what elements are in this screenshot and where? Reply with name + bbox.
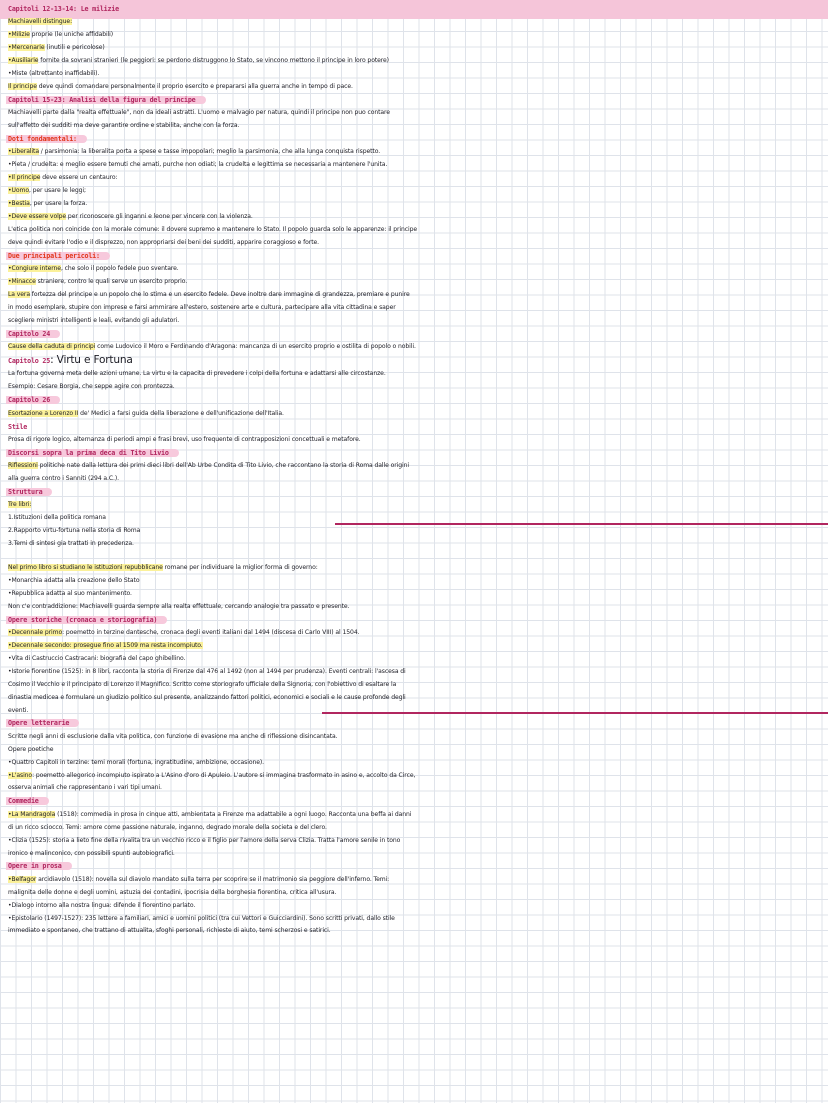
line: Prosa di rigore logico, alternanza di periodi ampi e frasi brevi, uso frequente di contrapposizioni concettuali e metafore. bbox=[8, 435, 361, 443]
text: deve essere un centauro: bbox=[40, 174, 118, 182]
highlight: •Ausiliarie bbox=[8, 57, 39, 65]
heading-subtitle: : Virtu e Fortuna bbox=[50, 353, 133, 366]
highlight: Cause della caduta di principi bbox=[8, 343, 96, 351]
line: La fortuna governa meta delle azioni umane. La virtu e la capacita di prevedere i colpi della fortuna e adattarsi alle circostanze. bbox=[8, 370, 386, 378]
heading-doti bbox=[0, 133, 828, 146]
highlight: Nel primo libro si studiano le istituzioni repubblicane bbox=[8, 564, 163, 572]
line: malignita delle donne e degli uomini, astuzia dei contadini, ipocrisia della borghesia fiorentina, critica all'usura. bbox=[8, 888, 337, 896]
heading-cap-12-14: Capitoli 12-13-14: Le milizie bbox=[8, 5, 119, 13]
line: •Clizia (1525): storia a lieto fine della rivalita tra un vecchio ricco e il figlio per l'amore della serva Clizia. Tratta l'amore senile in tono bbox=[8, 836, 401, 844]
heading-highlight: Struttura bbox=[6, 488, 52, 496]
line bbox=[0, 341, 828, 354]
line: •Miste (altrettanto inaffidabili). bbox=[8, 70, 100, 78]
line: •Pieta / crudelta: e meglio essere temuti che amati, purche non odiati; la crudelta e legittima se necessaria a mantenere l'unita. bbox=[8, 161, 388, 169]
heading-highlight: Commedie bbox=[6, 797, 49, 805]
highlight: •Bestia bbox=[8, 200, 30, 208]
line bbox=[0, 185, 828, 198]
highlight: Il principe bbox=[8, 82, 37, 90]
highlight: Esortazione a Lorenzo II bbox=[8, 409, 79, 417]
heading-stile: Stile bbox=[8, 422, 28, 431]
highlight: •Milizie bbox=[8, 31, 30, 39]
line bbox=[0, 16, 828, 29]
line bbox=[0, 460, 828, 473]
text: : poemetto in terzine dantesche, cronaca degli eventi italiani dal 1494 (discesa di Carlo VIII) al 1504. bbox=[62, 629, 360, 637]
text: , per usare le leggi; bbox=[28, 187, 86, 195]
heading-prosa bbox=[0, 860, 828, 873]
text: / parsimonia: la liberalita porta a spese e tasse impopolari; meglio la parsimonia, che alla lunga conquista rispetto. bbox=[38, 148, 381, 156]
line bbox=[0, 809, 828, 822]
line: alla guerra contro i Sanniti (294 a.C.). bbox=[8, 475, 120, 483]
line: Non c'e contraddizione: Machiavelli guarda sempre alla realta effettuale, cercando analogie tra passato e presente. bbox=[8, 602, 350, 610]
line: •Quattro Capitoli in terzine: temi morali (fortuna, ingratitudine, ambizione, occasione). bbox=[8, 758, 264, 766]
line bbox=[0, 874, 828, 887]
highlight: •Il principe bbox=[8, 174, 41, 182]
heading-struttura bbox=[0, 486, 828, 499]
heading-highlight: Capitolo 24 bbox=[6, 330, 60, 338]
text: come Ludovico il Moro e Ferdinando d'Aragona: mancanza di un esercito proprio e ostilita di popolo o nobili. bbox=[95, 343, 416, 351]
text: romane per individuare la miglior forma di governo: bbox=[162, 564, 318, 572]
text: fornite da sovrani stranieri (le peggiori: se perdono distruggono lo Stato, se vincono mettono il principe in loro potere) bbox=[38, 57, 389, 65]
line bbox=[0, 29, 828, 42]
text: straniere, contro le quali serve un esercito proprio. bbox=[35, 278, 188, 286]
line: 2.Rapporto virtu-fortuna nella storia di Roma bbox=[8, 527, 141, 535]
highlight: •Congiure interne bbox=[8, 265, 61, 273]
line bbox=[0, 276, 828, 289]
highlight: •Decennale primo bbox=[8, 629, 63, 637]
text: arcidiavolo (1518): novella sul diavolo mandato sulla terra per scoprire se il matrimonio sia peggiore dell'inferno. Temi: bbox=[36, 875, 390, 883]
heading-highlight: Opere in prosa bbox=[6, 862, 72, 870]
line bbox=[0, 81, 828, 94]
heading-discorsi bbox=[0, 447, 828, 460]
line bbox=[0, 42, 828, 55]
highlight: •Decennale secondo: prosegue fino al 1509 ma resta incompiuto. bbox=[8, 642, 203, 649]
heading-pericoli bbox=[0, 250, 828, 263]
heading-highlight: Discorsi sopra la prima deca di Tito Livio bbox=[6, 449, 179, 457]
line bbox=[0, 55, 828, 68]
text: proprie (le uniche affidabili) bbox=[29, 31, 114, 39]
line: L'etica politica non coincide con la morale comune: il dovere supremo e mantenere lo Stato. Il popolo guarda solo le apparenze: il principe bbox=[8, 225, 418, 233]
text: fortezza del principe e un popolo che lo stima e un esercito fedele. Deve inoltre dare immagine di grandezza, premiare e punire bbox=[29, 290, 410, 298]
line: Cosimo il Vecchio e il principato di Lorenzo il Magnifico. Scritto come storiografo ufficiale della Signoria, con l'obiettivo di esaltare la bbox=[8, 680, 397, 688]
line bbox=[0, 499, 828, 512]
line bbox=[0, 289, 828, 302]
highlight: •Belfagor bbox=[8, 875, 37, 883]
line bbox=[0, 640, 828, 653]
heading-highlight: Capitolo 26 bbox=[6, 396, 60, 404]
line: 1.Istituzioni della politica romana bbox=[8, 514, 106, 522]
highlight: •L'asino bbox=[8, 771, 33, 779]
highlight: •La Mandragola bbox=[8, 810, 56, 818]
highlight: •Liberalita bbox=[8, 148, 39, 156]
line: •Epistolario (1497-1527): 235 lettere a familiari, amici e uomini politici (tra cui Vettori e Guicciardini). Sono scritti privati, dallo stile bbox=[8, 914, 395, 922]
text: , che solo il popolo fedele puo sventare. bbox=[60, 265, 179, 273]
line: eventi. bbox=[8, 706, 29, 714]
text: de' Medici a farsi guida della liberazione e dell'unificazione dell'Italia. bbox=[78, 409, 284, 417]
line: Machiavelli parte dalla "realta effettuale", non da ideali astratti. L'uomo e malvagio per natura, quindi il principe non puo contare bbox=[8, 109, 390, 117]
line bbox=[0, 263, 828, 276]
heading-label: Capitolo 25 bbox=[8, 356, 51, 365]
highlight: Machiavelli distingue: bbox=[8, 18, 73, 26]
line: Scritte negli anni di esclusione dalla vita politica, con funzione di evasione ma anche di riflessione disincantata. bbox=[8, 732, 338, 740]
line: dinastia medicea e formulare un giudizio politico sul presente, analizzando fattori politici, economici e sociali e le cause profonde degli bbox=[8, 693, 406, 701]
line: ironico e malinconico, con possibili spunti autobiografici. bbox=[8, 849, 175, 857]
line: sull'affetto dei sudditi ma deve garantire ordine e stabilita, anche con la forza. bbox=[8, 122, 240, 130]
line bbox=[0, 198, 828, 211]
line: in modo esemplare, stupire con imprese e farsi ammirare all'estero, sostenere arte e cultura, partecipare alla vita cittadina e saper bbox=[8, 303, 396, 311]
text: per riconoscere gli inganni e leone per vincere con la violenza. bbox=[66, 213, 253, 220]
heading-storiche bbox=[0, 614, 828, 627]
highlight: La vera bbox=[8, 290, 30, 298]
line: •Istorie fiorentine (1525): in 8 libri, racconta la storia di Firenze dal 476 al 1492 (non al 1494 per prudenza). Eventi centrali: l'ascesa di bbox=[8, 667, 406, 675]
line bbox=[0, 408, 828, 421]
heading-highlight: Doti fondamentali: bbox=[6, 135, 87, 143]
heading-highlight: Capitoli 15-23: Analisi della figura del principe bbox=[6, 96, 206, 104]
line: •Dialogo intorno alla nostra lingua: difende il fiorentino parlato. bbox=[8, 901, 196, 909]
line bbox=[0, 770, 828, 783]
line: deve quindi evitare l'odio e il disprezzo, non appropriarsi dei beni dei sudditi, apparire coraggioso e forte. bbox=[8, 238, 319, 246]
line bbox=[0, 211, 828, 224]
text: (inutili e pericolose) bbox=[44, 44, 105, 52]
highlight: •Deve essere volpe bbox=[8, 213, 67, 220]
text: : poemetto allegorico incompiuto ispirato a L'Asino d'oro di Apuleio. L'autore si immagina trasformato in asino e, accolto da Circe, bbox=[32, 771, 416, 779]
heading-cap-26 bbox=[0, 394, 828, 407]
line: scegliere ministri intelligenti e leali, evitando gli adulatori. bbox=[8, 316, 180, 324]
spacer bbox=[0, 551, 828, 562]
line bbox=[0, 146, 828, 159]
heading-letterarie bbox=[0, 717, 828, 730]
highlight: •Mercenarie bbox=[8, 44, 45, 52]
heading-cap-25 bbox=[0, 354, 828, 368]
line bbox=[0, 562, 828, 575]
highlight: •Minacce bbox=[8, 278, 36, 286]
heading-highlight: Opere storiche (cronaca e storiografia) bbox=[6, 616, 167, 624]
line: •Monarchia adatta alla creazione dello Stato bbox=[8, 576, 140, 584]
heading-cap-24 bbox=[0, 328, 828, 341]
highlight: •Uomo bbox=[8, 187, 29, 195]
text: politiche nate dalla lettura dei primi dieci libri dell'Ab Urbe Condita di Tito Livio, che raccontano la storia di Roma dalle origini bbox=[37, 462, 409, 470]
line bbox=[0, 627, 828, 640]
line: •Vita di Castruccio Castracani: biografia del capo ghibellino. bbox=[8, 654, 186, 662]
text: , per usare la forza. bbox=[29, 200, 88, 208]
highlight: Tre libri: bbox=[8, 501, 32, 509]
line: •Repubblica adatta al suo mantenimento. bbox=[8, 589, 132, 597]
line: Opere poetiche bbox=[8, 745, 54, 753]
line: immediato e spontaneo, che trattano di attualita, sfoghi personali, richieste di aiuto, temi scherzosi e satirici. bbox=[8, 927, 331, 935]
text: (1518): commedia in prosa in cinque atti, ambientata a Firenze ma adattabile a ogni luogo. Racconta una beffa ai danni bbox=[55, 810, 412, 818]
highlight: Riflessioni bbox=[8, 462, 38, 470]
line bbox=[0, 172, 828, 185]
heading-highlight: Opere letterarie bbox=[6, 719, 79, 727]
line: di un ricco sciocco. Temi: amore come passione naturale, inganno, degrado morale della societa e del clero. bbox=[8, 823, 327, 831]
line: osserva animali che rappresentano i vari tipi umani. bbox=[8, 784, 162, 792]
heading-cap-15-23 bbox=[0, 94, 828, 107]
text: deve quindi comandare personalmente il proprio esercito e prepararsi alla guerra anche in tempo di pace. bbox=[36, 82, 353, 90]
line: Esempio: Cesare Borgia, che seppe agire con prontezza. bbox=[8, 383, 175, 391]
heading-highlight: Due principali pericoli: bbox=[6, 252, 110, 260]
heading-commedie bbox=[0, 795, 828, 808]
line: 3.Temi di sintesi gia trattati in precedenza. bbox=[8, 540, 134, 548]
